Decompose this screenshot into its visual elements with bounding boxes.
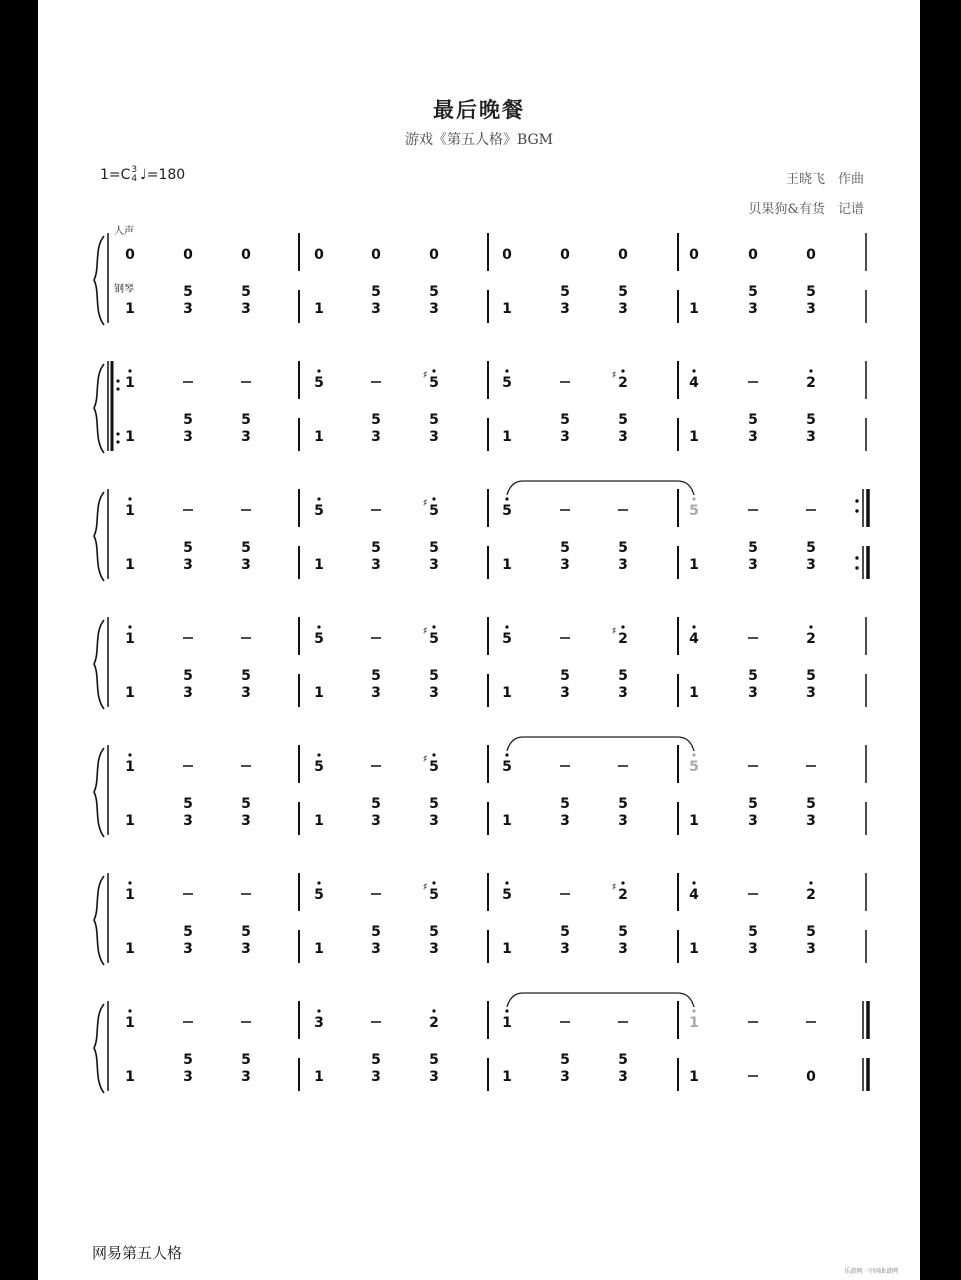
piano-note: 1 xyxy=(125,1069,135,1085)
piano-chord-lower: 3 xyxy=(371,301,381,317)
score-system xyxy=(94,737,866,837)
voice-note: 0 xyxy=(748,247,758,263)
piano-chord-lower: 3 xyxy=(748,685,758,701)
piano-note: 1 xyxy=(502,557,512,573)
piano-chord-lower: 3 xyxy=(429,301,439,317)
piano-chord-upper: 5 xyxy=(806,668,816,684)
voice-note: 0 xyxy=(125,247,135,263)
voice-note: 5 xyxy=(314,887,324,903)
piano-chord-lower: 3 xyxy=(560,685,570,701)
system-brace xyxy=(94,1004,104,1093)
piano-chord-upper: 5 xyxy=(183,1052,193,1068)
piano-chord-upper: 5 xyxy=(371,540,381,556)
piano-note: 1 xyxy=(125,813,135,829)
octave-dot xyxy=(432,753,435,756)
voice-note: 1 xyxy=(502,1015,512,1031)
piano-chord-upper: 5 xyxy=(371,284,381,300)
piano-chord-lower: 3 xyxy=(183,429,193,445)
piano-chord-lower: 3 xyxy=(748,941,758,957)
sharp-sign: ♯ xyxy=(422,754,428,765)
sharp-sign: ♯ xyxy=(422,370,428,381)
voice-note: 5 xyxy=(314,759,324,775)
piano-chord-upper: 5 xyxy=(806,284,816,300)
voice-note: 0 xyxy=(314,247,324,263)
tie-arc xyxy=(507,737,694,751)
piano-chord-upper: 5 xyxy=(183,540,193,556)
piano-chord-lower: 3 xyxy=(618,429,628,445)
piano-chord-upper: 5 xyxy=(560,1052,570,1068)
piano-chord-upper: 5 xyxy=(806,796,816,812)
octave-dot xyxy=(317,1009,320,1012)
piano-note: 1 xyxy=(502,813,512,829)
octave-dot xyxy=(128,369,131,372)
piano-note: 1 xyxy=(689,941,699,957)
piano-chord-lower: 3 xyxy=(241,813,251,829)
piano-chord-lower: 3 xyxy=(806,813,816,829)
piano-chord-lower: 3 xyxy=(560,941,570,957)
piano-chord-upper: 5 xyxy=(560,796,570,812)
piano-chord-lower: 3 xyxy=(618,301,628,317)
sharp-sign: ♯ xyxy=(611,882,617,893)
voice-note: 2 xyxy=(429,1015,439,1031)
piano-chord-lower: 3 xyxy=(183,301,193,317)
sharp-sign: ♯ xyxy=(611,626,617,637)
piano-chord-upper: 5 xyxy=(241,924,251,940)
voice-note: 5 xyxy=(429,759,439,775)
voice-note: 1 xyxy=(125,503,135,519)
piano-chord-upper: 5 xyxy=(429,412,439,428)
piano-note: 1 xyxy=(502,429,512,445)
piano-chord-upper: 5 xyxy=(429,924,439,940)
piano-chord-lower: 3 xyxy=(429,941,439,957)
voice-note: 0 xyxy=(560,247,570,263)
song-title: 最后晚餐 xyxy=(433,97,525,122)
voice-note: 5 xyxy=(689,759,699,775)
piano-chord-lower: 3 xyxy=(241,301,251,317)
piano-chord-upper: 5 xyxy=(371,796,381,812)
octave-dot xyxy=(692,369,695,372)
piano-chord-lower: 3 xyxy=(183,813,193,829)
piano-chord-upper: 5 xyxy=(371,668,381,684)
footer-source: 网易第五人格 xyxy=(92,1244,183,1262)
piano-chord-upper: 5 xyxy=(183,796,193,812)
piano-chord-upper: 5 xyxy=(560,412,570,428)
voice-note: 5 xyxy=(429,375,439,391)
piano-chord-lower: 3 xyxy=(241,429,251,445)
voice-note: 0 xyxy=(183,247,193,263)
piano-note: 1 xyxy=(314,813,324,829)
piano-note: 1 xyxy=(689,813,699,829)
octave-dot xyxy=(505,369,508,372)
voice-note: 5 xyxy=(314,503,324,519)
voice-note: 1 xyxy=(125,375,135,391)
piano-chord-lower: 3 xyxy=(806,557,816,573)
repeat-dot xyxy=(855,509,858,512)
piano-chord-lower: 3 xyxy=(748,557,758,573)
voice-note: 5 xyxy=(502,503,512,519)
voice-note: 5 xyxy=(429,503,439,519)
piano-chord-lower: 3 xyxy=(618,813,628,829)
voice-note: 5 xyxy=(429,631,439,647)
octave-dot xyxy=(432,881,435,884)
octave-dot xyxy=(809,369,812,372)
sharp-sign: ♯ xyxy=(611,370,617,381)
score-system xyxy=(94,873,866,965)
piano-chord-lower: 3 xyxy=(618,941,628,957)
octave-dot xyxy=(317,881,320,884)
octave-dot xyxy=(432,497,435,500)
octave-dot xyxy=(505,753,508,756)
piano-chord-upper: 5 xyxy=(618,412,628,428)
octave-dot xyxy=(621,881,624,884)
piano-chord-upper: 5 xyxy=(429,540,439,556)
voice-note: 0 xyxy=(241,247,251,263)
piano-chord-upper: 5 xyxy=(806,924,816,940)
watermark-stamp: 乐谱网 · 中国曲谱网 xyxy=(844,1268,898,1275)
repeat-dot xyxy=(116,432,119,435)
notation-score xyxy=(38,0,920,1280)
piano-chord-lower: 3 xyxy=(183,685,193,701)
octave-dot xyxy=(432,1009,435,1012)
system-brace xyxy=(94,236,104,325)
piano-chord-lower: 3 xyxy=(371,557,381,573)
voice-note: 4 xyxy=(689,375,699,391)
piano-chord-lower: 3 xyxy=(429,1069,439,1085)
piano-chord-upper: 5 xyxy=(183,668,193,684)
sharp-sign: ♯ xyxy=(422,882,428,893)
piano-chord-lower: 3 xyxy=(806,301,816,317)
piano-chord-lower: 3 xyxy=(560,813,570,829)
piano-chord-upper: 5 xyxy=(241,540,251,556)
piano-chord-lower: 3 xyxy=(183,1069,193,1085)
piano-chord-lower: 3 xyxy=(618,685,628,701)
piano-chord-upper: 5 xyxy=(560,540,570,556)
score-system xyxy=(94,481,868,581)
piano-note: 1 xyxy=(314,557,324,573)
piano-chord-upper: 5 xyxy=(241,796,251,812)
piano-chord-upper: 5 xyxy=(371,1052,381,1068)
octave-dot xyxy=(128,1009,131,1012)
voice-note: 0 xyxy=(502,247,512,263)
piano-note: 1 xyxy=(125,685,135,701)
repeat-dot xyxy=(855,566,858,569)
voice-note: 0 xyxy=(618,247,628,263)
octave-dot xyxy=(317,625,320,628)
quarter-note-icon: ♩ xyxy=(140,167,147,183)
piano-chord-upper: 5 xyxy=(560,668,570,684)
tie-arc xyxy=(507,993,694,1007)
octave-dot xyxy=(128,497,131,500)
piano-chord-lower: 3 xyxy=(748,813,758,829)
piano-chord-lower: 3 xyxy=(748,301,758,317)
piano-note: 1 xyxy=(314,1069,324,1085)
voice-note: 1 xyxy=(125,631,135,647)
repeat-dot xyxy=(116,387,119,390)
voice-note: 5 xyxy=(502,631,512,647)
octave-dot xyxy=(128,625,131,628)
voice-note: 2 xyxy=(806,887,816,903)
piano-chord-lower: 3 xyxy=(183,941,193,957)
voice-note: 0 xyxy=(806,247,816,263)
piano-chord-lower: 3 xyxy=(560,1069,570,1085)
piano-chord-upper: 5 xyxy=(748,668,758,684)
piano-note: 1 xyxy=(314,301,324,317)
time-signature-top: 3 xyxy=(131,165,138,175)
piano-chord-upper: 5 xyxy=(560,924,570,940)
composer-credit: 王晓飞 作曲 xyxy=(785,172,864,187)
repeat-dot xyxy=(855,556,858,559)
piano-note: 1 xyxy=(689,1069,699,1085)
voice-note: 5 xyxy=(429,887,439,903)
piano-chord-lower: 3 xyxy=(748,429,758,445)
octave-dot xyxy=(692,625,695,628)
piano-chord-lower: 3 xyxy=(371,1069,381,1085)
piano-note: 1 xyxy=(125,941,135,957)
piano-chord-upper: 5 xyxy=(748,540,758,556)
piano-chord-lower: 3 xyxy=(241,941,251,957)
piano-chord-lower: 3 xyxy=(806,429,816,445)
piano-chord-lower: 3 xyxy=(429,429,439,445)
song-subtitle: 游戏《第五人格》BGM xyxy=(404,132,554,148)
piano-chord-upper: 5 xyxy=(241,1052,251,1068)
piano-chord-upper: 5 xyxy=(429,668,439,684)
octave-dot xyxy=(505,1009,508,1012)
piano-chord-upper: 5 xyxy=(618,668,628,684)
piano-part-label: 钢琴 xyxy=(114,284,134,295)
sharp-sign: ♯ xyxy=(422,626,428,637)
piano-chord-lower: 3 xyxy=(429,685,439,701)
piano-chord-upper: 5 xyxy=(748,284,758,300)
voice-note: 2 xyxy=(618,375,628,391)
piano-chord-upper: 5 xyxy=(618,284,628,300)
piano-note: 1 xyxy=(125,429,135,445)
score-system xyxy=(94,617,866,709)
score-system xyxy=(94,993,868,1093)
octave-dot xyxy=(505,497,508,500)
system-brace xyxy=(94,748,104,837)
system-brace xyxy=(94,876,104,965)
system-brace xyxy=(94,620,104,709)
piano-chord-lower: 3 xyxy=(371,429,381,445)
piano-chord-lower: 3 xyxy=(618,557,628,573)
piano-chord-upper: 5 xyxy=(748,796,758,812)
voice-note: 2 xyxy=(806,631,816,647)
piano-note: 1 xyxy=(689,429,699,445)
voice-note: 0 xyxy=(689,247,699,263)
piano-note: 1 xyxy=(689,685,699,701)
piano-chord-upper: 5 xyxy=(560,284,570,300)
repeat-dot xyxy=(116,379,119,382)
octave-dot xyxy=(432,369,435,372)
piano-note: 0 xyxy=(806,1069,816,1085)
score-system xyxy=(94,233,866,325)
piano-chord-lower: 3 xyxy=(371,941,381,957)
voice-note: 0 xyxy=(429,247,439,263)
octave-dot xyxy=(317,369,320,372)
octave-dot xyxy=(505,881,508,884)
tempo-value: =180 xyxy=(146,167,186,183)
voice-note: 1 xyxy=(125,887,135,903)
piano-note: 1 xyxy=(314,941,324,957)
voice-note: 2 xyxy=(618,887,628,903)
piano-chord-upper: 5 xyxy=(429,1052,439,1068)
octave-dot xyxy=(809,881,812,884)
piano-chord-upper: 5 xyxy=(618,1052,628,1068)
piano-chord-upper: 5 xyxy=(806,540,816,556)
piano-chord-lower: 3 xyxy=(429,813,439,829)
octave-dot xyxy=(432,625,435,628)
voice-note: 5 xyxy=(502,375,512,391)
voice-note: 5 xyxy=(502,759,512,775)
piano-chord-upper: 5 xyxy=(429,284,439,300)
voice-note: 5 xyxy=(314,375,324,391)
piano-chord-lower: 3 xyxy=(371,813,381,829)
octave-dot xyxy=(317,753,320,756)
piano-chord-upper: 5 xyxy=(183,924,193,940)
voice-part-label: 人声 xyxy=(114,226,134,237)
voice-note: 5 xyxy=(314,631,324,647)
piano-note: 1 xyxy=(125,301,135,317)
piano-chord-upper: 5 xyxy=(618,540,628,556)
voice-note: 5 xyxy=(502,887,512,903)
piano-note: 1 xyxy=(125,557,135,573)
piano-chord-upper: 5 xyxy=(241,284,251,300)
piano-chord-upper: 5 xyxy=(618,796,628,812)
tie-arc xyxy=(507,481,694,495)
piano-chord-lower: 3 xyxy=(371,685,381,701)
voice-note: 2 xyxy=(618,631,628,647)
piano-chord-lower: 3 xyxy=(429,557,439,573)
piano-chord-lower: 3 xyxy=(618,1069,628,1085)
octave-dot xyxy=(317,497,320,500)
piano-note: 1 xyxy=(502,941,512,957)
voice-note: 5 xyxy=(689,503,699,519)
piano-note: 1 xyxy=(502,685,512,701)
voice-note: 4 xyxy=(689,631,699,647)
piano-chord-lower: 3 xyxy=(806,685,816,701)
piano-chord-lower: 3 xyxy=(560,429,570,445)
octave-dot xyxy=(692,753,695,756)
system-brace xyxy=(94,364,104,453)
voice-note: 3 xyxy=(314,1015,324,1031)
system-brace xyxy=(94,492,104,581)
octave-dot xyxy=(128,881,131,884)
octave-dot xyxy=(621,369,624,372)
sharp-sign: ♯ xyxy=(422,498,428,509)
octave-dot xyxy=(809,625,812,628)
piano-chord-lower: 3 xyxy=(241,1069,251,1085)
time-signature-bottom: 4 xyxy=(131,174,138,184)
piano-chord-upper: 5 xyxy=(748,924,758,940)
voice-note: 1 xyxy=(125,1015,135,1031)
piano-note: 1 xyxy=(689,557,699,573)
transcriber-credit: 贝果狗&有货 记谱 xyxy=(748,202,864,217)
piano-note: 1 xyxy=(502,1069,512,1085)
piano-chord-upper: 5 xyxy=(371,412,381,428)
piano-chord-lower: 3 xyxy=(560,301,570,317)
piano-chord-upper: 5 xyxy=(183,412,193,428)
piano-note: 1 xyxy=(689,301,699,317)
piano-chord-upper: 5 xyxy=(183,284,193,300)
piano-chord-upper: 5 xyxy=(618,924,628,940)
piano-chord-upper: 5 xyxy=(748,412,758,428)
piano-note: 1 xyxy=(314,685,324,701)
voice-note: 4 xyxy=(689,887,699,903)
key-signature: 1=C xyxy=(100,167,131,183)
repeat-dot xyxy=(116,440,119,443)
piano-note: 1 xyxy=(314,429,324,445)
piano-chord-lower: 3 xyxy=(241,557,251,573)
piano-chord-lower: 3 xyxy=(806,941,816,957)
piano-chord-upper: 5 xyxy=(241,412,251,428)
repeat-dot xyxy=(855,499,858,502)
score-page xyxy=(38,0,920,1280)
octave-dot xyxy=(505,625,508,628)
voice-note: 1 xyxy=(125,759,135,775)
piano-chord-lower: 3 xyxy=(183,557,193,573)
octave-dot xyxy=(692,1009,695,1012)
octave-dot xyxy=(692,881,695,884)
piano-chord-upper: 5 xyxy=(241,668,251,684)
piano-chord-lower: 3 xyxy=(241,685,251,701)
voice-note: 0 xyxy=(371,247,381,263)
score-system xyxy=(94,361,866,453)
piano-chord-upper: 5 xyxy=(429,796,439,812)
piano-note: 1 xyxy=(502,301,512,317)
octave-dot xyxy=(621,625,624,628)
octave-dot xyxy=(692,497,695,500)
voice-note: 1 xyxy=(689,1015,699,1031)
piano-chord-upper: 5 xyxy=(371,924,381,940)
voice-note: 2 xyxy=(806,375,816,391)
octave-dot xyxy=(128,753,131,756)
piano-chord-upper: 5 xyxy=(806,412,816,428)
piano-chord-lower: 3 xyxy=(560,557,570,573)
